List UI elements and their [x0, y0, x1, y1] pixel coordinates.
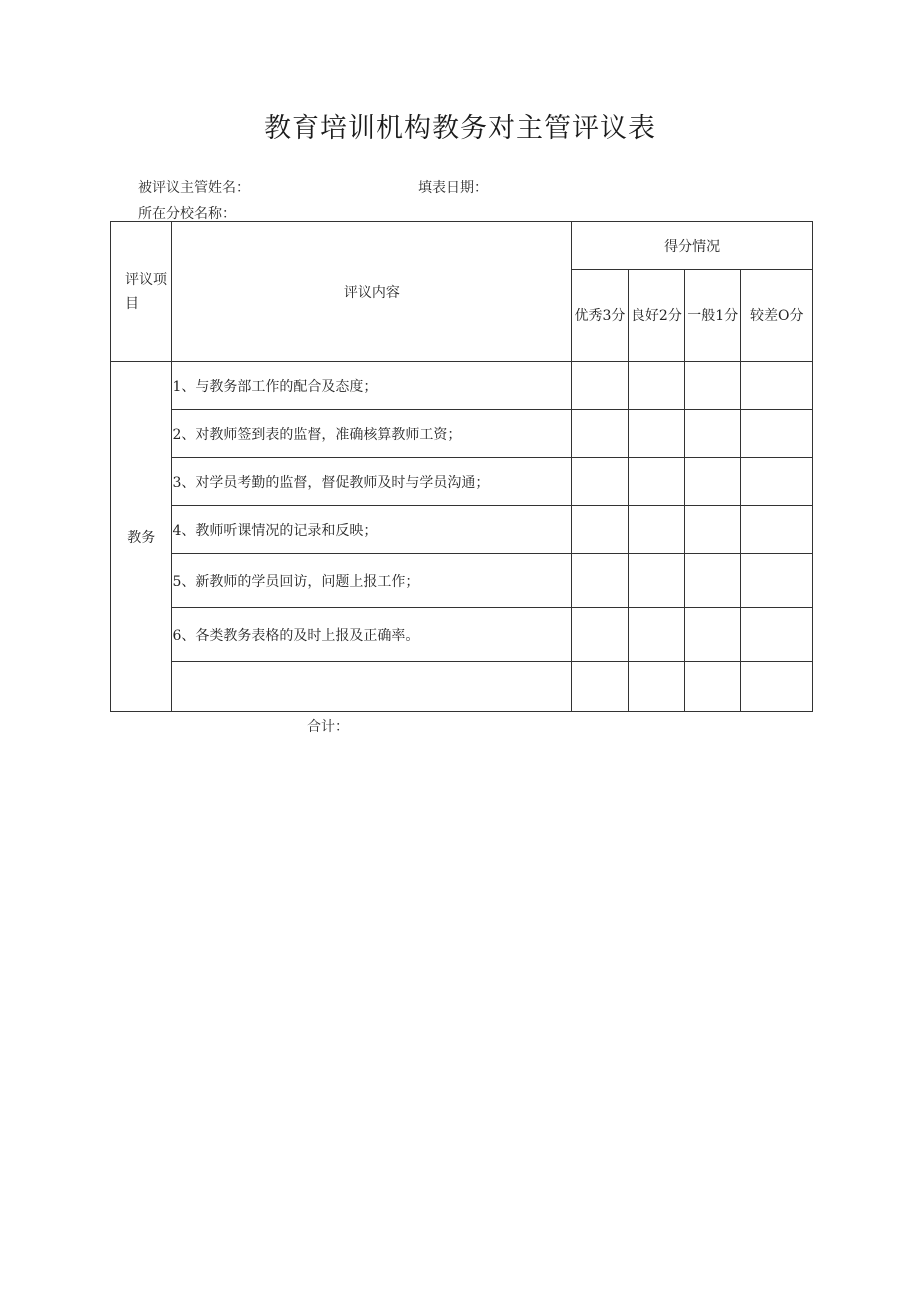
score-cell[interactable]	[572, 362, 628, 410]
score-cell[interactable]	[628, 554, 684, 608]
criterion-cell: 4、教师听课情况的记录和反映；	[172, 506, 572, 554]
score-level-poor: 较差O分	[741, 270, 813, 362]
score-cell[interactable]	[572, 506, 628, 554]
score-cell[interactable]	[685, 458, 741, 506]
table-row	[111, 506, 813, 554]
form-title: 教育培训机构教务对主管评议表	[264, 113, 656, 144]
score-cell[interactable]	[685, 362, 741, 410]
table-row	[111, 608, 813, 662]
score-cell[interactable]	[572, 458, 628, 506]
criterion-cell: 2、对教师签到表的监督，准确核算教师工资；	[172, 410, 572, 458]
score-cell[interactable]	[572, 410, 628, 458]
score-cell[interactable]	[741, 554, 813, 608]
table-header-row-1	[111, 222, 813, 270]
score-cell[interactable]	[685, 608, 741, 662]
table-row	[111, 662, 813, 712]
score-cell[interactable]	[628, 662, 684, 712]
score-level-excellent: 优秀3分	[572, 270, 628, 362]
score-cell[interactable]	[628, 506, 684, 554]
table-row	[111, 410, 813, 458]
score-cell[interactable]	[741, 506, 813, 554]
criterion-cell	[172, 662, 572, 712]
review-table	[110, 221, 813, 712]
score-cell[interactable]	[741, 458, 813, 506]
score-cell[interactable]	[741, 362, 813, 410]
criterion-cell: 1、与教务部工作的配合及态度；	[172, 362, 572, 410]
supervisor-name-label: 被评议主管姓名：	[138, 180, 250, 196]
score-cell[interactable]	[628, 458, 684, 506]
score-cell[interactable]	[685, 662, 741, 712]
score-level-average: 一般1分	[685, 270, 741, 362]
score-level-good: 良好2分	[628, 270, 684, 362]
school-name-label: 所在分校名称：	[138, 206, 236, 222]
table-row	[111, 458, 813, 506]
score-cell[interactable]	[685, 410, 741, 458]
content-header: 评议内容	[172, 222, 572, 362]
criterion-cell: 3、对学员考勤的监督，督促教师及时与学员沟通；	[172, 458, 572, 506]
score-cell[interactable]	[628, 608, 684, 662]
item-header: 评议项目	[111, 222, 172, 362]
score-cell[interactable]	[572, 662, 628, 712]
table-row	[111, 362, 813, 410]
fill-date-label: 填表日期：	[418, 180, 488, 196]
table-row	[111, 554, 813, 608]
score-cell[interactable]	[741, 662, 813, 712]
score-group-header: 得分情况	[572, 222, 813, 270]
criterion-cell: 6、各类教务表格的及时上报及正确率。	[172, 608, 572, 662]
criterion-cell: 5、新教师的学员回访，问题上报工作；	[172, 554, 572, 608]
score-cell[interactable]	[685, 554, 741, 608]
score-cell[interactable]	[572, 554, 628, 608]
score-cell[interactable]	[628, 410, 684, 458]
score-cell[interactable]	[685, 506, 741, 554]
score-cell[interactable]	[572, 608, 628, 662]
category-cell: 教务	[111, 362, 172, 712]
score-cell[interactable]	[628, 362, 684, 410]
score-cell[interactable]	[741, 410, 813, 458]
total-label: 合计：	[307, 719, 349, 735]
score-cell[interactable]	[741, 608, 813, 662]
